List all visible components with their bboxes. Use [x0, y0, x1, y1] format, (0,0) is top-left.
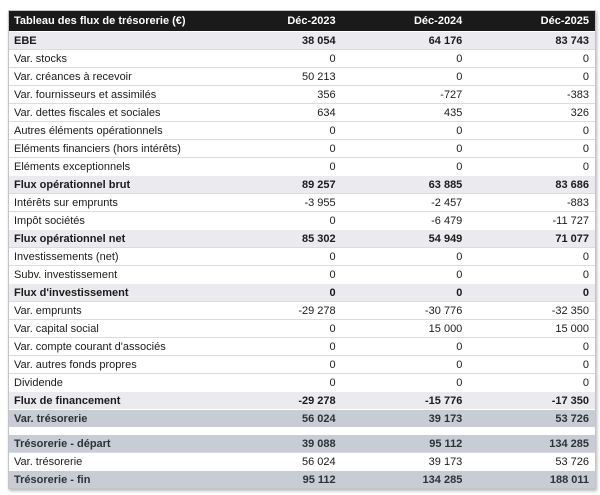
row-label: EBE [14, 34, 37, 47]
row-label: Autres éléments opérationnels [14, 124, 163, 137]
table-row [9, 230, 595, 248]
table-row [9, 104, 595, 122]
row-value: 0 [456, 70, 463, 83]
row-value: 39 173 [428, 412, 463, 425]
table-row [9, 471, 595, 489]
row-value: 83 686 [555, 178, 589, 191]
row-value: 134 285 [422, 473, 463, 486]
table-title: Tableau des flux de trésorerie (€) [9, 11, 215, 32]
row-value: 0 [582, 142, 589, 155]
row-value: 0 [456, 124, 463, 137]
row-value: 0 [329, 142, 336, 155]
table-row [9, 140, 595, 158]
row-label: Var. fournisseurs et assimilés [14, 88, 157, 101]
row-value: 0 [456, 376, 463, 389]
row-value: 0 [456, 160, 463, 173]
row-value: 0 [582, 124, 589, 137]
row-value: 0 [329, 322, 336, 335]
table-row [9, 32, 595, 50]
flows-section [9, 32, 595, 428]
row-label: Var. dettes fiscales et sociales [14, 106, 161, 119]
row-value: 0 [456, 268, 463, 281]
table-row [9, 68, 595, 86]
table-row [9, 453, 595, 471]
row-value: 0 [582, 160, 589, 173]
table-row [9, 50, 595, 68]
row-label: Flux opérationnel net [14, 232, 126, 245]
row-value: 356 [317, 88, 336, 101]
row-label: Var. emprunts [14, 304, 82, 317]
treasury-section [9, 435, 595, 489]
row-label: Flux de financement [14, 394, 121, 407]
column-header-year-2: Déc-2024 [342, 11, 469, 32]
row-value: 71 077 [555, 232, 589, 245]
row-value: 0 [582, 340, 589, 353]
row-value: -3 955 [304, 196, 336, 209]
table-row [9, 435, 595, 453]
row-label: Flux opérationnel brut [14, 178, 131, 191]
table-row [9, 320, 595, 338]
row-value: 0 [329, 124, 336, 137]
row-value: -15 776 [425, 394, 463, 407]
row-value: 56 024 [302, 455, 336, 468]
table-row [9, 374, 595, 392]
row-label: Var. trésorerie [14, 412, 88, 425]
table-row [9, 356, 595, 374]
row-value: 39 088 [302, 437, 336, 450]
row-value: -11 727 [552, 214, 589, 227]
table-header [9, 11, 595, 32]
row-value: -32 350 [551, 304, 589, 317]
row-value: 0 [582, 52, 589, 65]
column-header-year-1: Déc-2023 [215, 11, 342, 32]
row-value: 0 [456, 340, 463, 353]
row-value: 54 949 [428, 232, 463, 245]
row-value: 0 [329, 268, 336, 281]
row-label: Eléments exceptionnels [14, 160, 131, 173]
table-row [9, 212, 595, 230]
row-value: 0 [329, 358, 336, 371]
row-value: 53 726 [555, 412, 589, 425]
table-row [9, 410, 595, 428]
row-label: Var. autres fonds propres [14, 358, 137, 371]
table-row [9, 392, 595, 410]
spacer-row [9, 427, 595, 435]
table-row [9, 284, 595, 302]
table-row [9, 302, 595, 320]
table-row [9, 122, 595, 140]
row-value: -17 350 [551, 394, 589, 407]
row-value: 0 [456, 286, 463, 299]
row-value: 95 112 [429, 437, 463, 450]
row-value: 0 [329, 376, 336, 389]
row-value: 0 [582, 250, 589, 263]
row-value: 38 054 [302, 34, 336, 47]
row-value: 0 [456, 52, 463, 65]
row-value: 95 112 [302, 473, 336, 486]
row-value: 15 000 [555, 322, 589, 335]
cash-flow-table [8, 10, 596, 489]
row-value: 0 [456, 142, 463, 155]
row-value: 0 [582, 70, 589, 83]
row-value: 15 000 [428, 322, 463, 335]
row-label: Flux d'investissement [14, 286, 129, 299]
row-value: 0 [329, 52, 336, 65]
row-value: -29 278 [298, 304, 336, 317]
table-row [9, 86, 595, 104]
row-label: Investissements (net) [14, 250, 119, 263]
row-value: 50 213 [302, 70, 336, 83]
row-value: 0 [329, 340, 336, 353]
row-label: Impôt sociétés [14, 214, 85, 227]
row-label: Var. créances à recevoir [14, 70, 132, 83]
cash-flow-table-grid [9, 11, 595, 488]
row-value: -883 [566, 196, 589, 209]
row-value: 0 [329, 214, 336, 227]
row-value: 435 [443, 106, 463, 119]
row-value: 0 [582, 268, 589, 281]
row-value: 188 011 [549, 473, 589, 486]
row-value: 39 173 [428, 455, 463, 468]
row-label: Var. stocks [14, 52, 67, 65]
table-row [9, 266, 595, 284]
table-row [9, 338, 595, 356]
row-value: 56 024 [302, 412, 336, 425]
row-value: 0 [582, 286, 589, 299]
row-value: 0 [582, 376, 589, 389]
row-value: -2 457 [431, 196, 463, 209]
row-value: 134 285 [549, 437, 589, 450]
row-value: 0 [456, 358, 463, 371]
row-value: 89 257 [302, 178, 336, 191]
table-row [9, 248, 595, 266]
row-label: Trésorerie - départ [14, 437, 111, 450]
row-label: Dividende [14, 376, 63, 389]
row-value: 0 [329, 160, 336, 173]
row-value: 0 [329, 250, 336, 263]
row-value: -6 479 [431, 214, 463, 227]
column-header-year-3: Déc-2025 [468, 11, 595, 32]
row-value: 63 885 [428, 178, 463, 191]
row-value: 64 176 [428, 34, 463, 47]
row-label: Intérêts sur emprunts [14, 196, 118, 209]
row-value: 634 [317, 106, 336, 119]
header-row [9, 11, 595, 32]
row-value: -383 [566, 88, 589, 101]
row-label: Var. capital social [14, 322, 99, 335]
row-value: -29 278 [298, 394, 336, 407]
table-row [9, 176, 595, 194]
row-label: Eléments financiers (hors intérêts) [14, 142, 181, 155]
row-value: -727 [440, 88, 463, 101]
row-value: 0 [456, 250, 463, 263]
row-label: Var. compte courant d'associés [14, 340, 166, 353]
row-value: 0 [582, 358, 589, 371]
table-row [9, 158, 595, 176]
row-label: Var. trésorerie [14, 455, 83, 468]
row-label: Subv. investissement [14, 268, 118, 281]
row-value: 83 743 [555, 34, 589, 47]
row-value: -30 776 [425, 304, 463, 317]
table-row [9, 194, 595, 212]
row-label: Trésorerie - fin [14, 473, 91, 486]
row-value: 53 726 [555, 455, 589, 468]
row-value: 85 302 [302, 232, 336, 245]
row-value: 326 [570, 106, 589, 119]
section-spacer [9, 427, 595, 435]
row-value: 0 [329, 286, 336, 299]
